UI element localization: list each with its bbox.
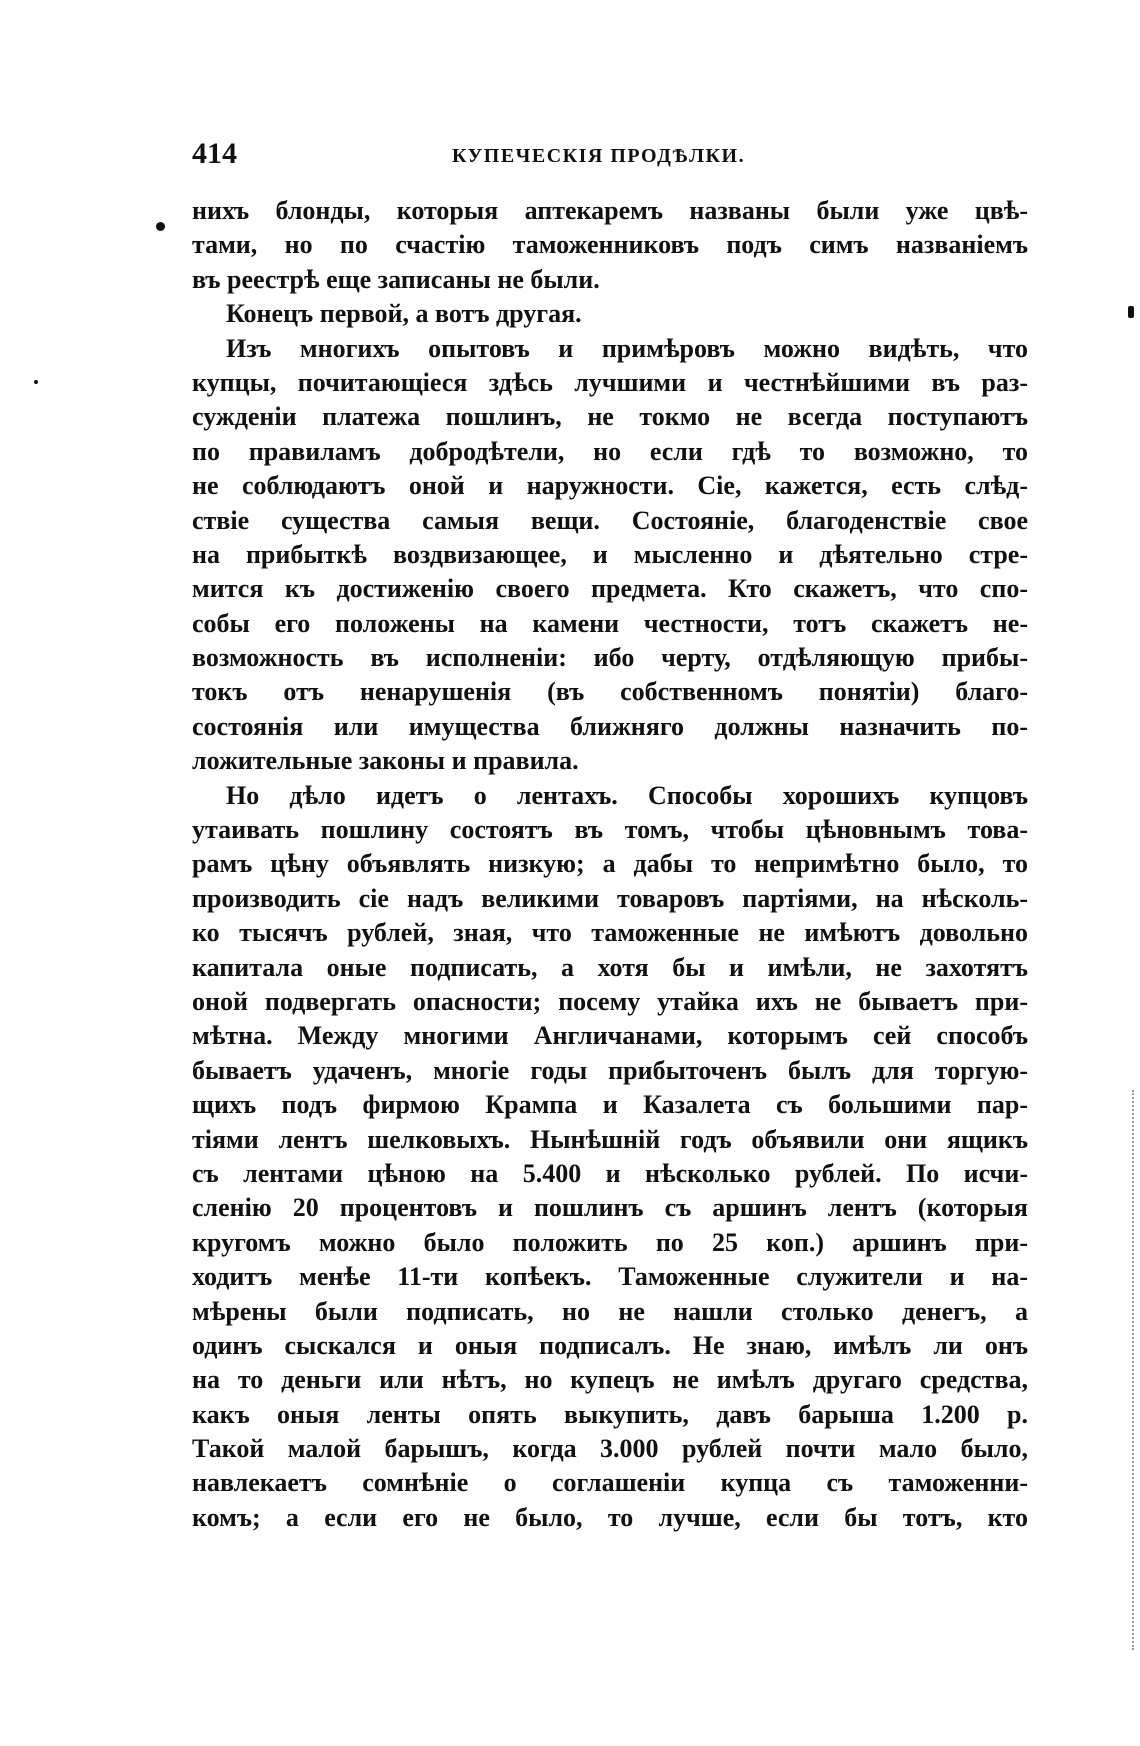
text-line: не соблюдаютъ оной и наружности. Сіе, кажется, есть слѣд- — [192, 471, 1028, 501]
running-title: КУПЕЧЕСКІЯ ПРОДѢЛКИ. — [452, 145, 746, 167]
text-line: Такой малой барышъ, когда 3.000 рублей почти мало было, — [192, 1434, 1028, 1464]
text-line: щихъ подъ фирмою Крампа и Казалета съ большими пар- — [192, 1090, 1028, 1120]
text-line: ко тысячъ рублей, зная, что таможенные не имѣютъ довольно — [192, 918, 1028, 948]
text-line: сужденіи платежа пошлинъ, не токмо не всегда поступаютъ — [192, 402, 1028, 432]
text-line: въ реестрѣ еще записаны не были. — [192, 264, 600, 294]
ink-dot-mark — [34, 380, 38, 384]
page-header — [192, 136, 962, 176]
text-line: сленію 20 процентовъ и пошлинъ съ аршинъ лентъ (которыя — [192, 1193, 1028, 1223]
text-line: Изъ многихъ опытовъ и примѣровъ можно видѣть, что — [226, 333, 1028, 363]
text-line: какъ оныя ленты опять выкупить, давъ барыша 1.200 р. — [192, 1399, 1028, 1429]
text-line: кругомъ можно было положить по 25 коп.) аршинъ при- — [192, 1227, 1028, 1257]
text-line: тіями лентъ шелковыхъ. Нынѣшній годъ объявили они ящикъ — [192, 1124, 1028, 1154]
text-line: навлекаетъ сомнѣніе о соглашеніи купца съ таможенни- — [192, 1468, 1028, 1498]
text-line: токъ отъ ненарушенія (въ собственномъ понятіи) благо- — [192, 677, 1028, 707]
page-edge-artifact — [1132, 1090, 1137, 1650]
text-line: по правиламъ добродѣтели, но если гдѣ то возможно, то — [192, 436, 1028, 466]
ink-dot-mark — [1128, 306, 1134, 318]
text-line: ложительные законы и правила. — [192, 746, 579, 776]
text-line: Но дѣло идетъ о лентахъ. Способы хорошихъ купцовъ — [226, 780, 1028, 810]
text-line: мѣрены были подписать, но не нашли столько денегъ, а — [192, 1296, 1028, 1326]
text-line: нихъ блонды, которыя аптекаремъ названы были уже цвѣ- — [192, 196, 1028, 225]
text-line: на то деньги или нѣтъ, но купецъ не имѣлъ другаго средства, — [192, 1365, 1028, 1395]
text-line: Конецъ первой, а вотъ другая. — [226, 299, 582, 329]
text-line: бываетъ удаченъ, многіе годы прибыточенъ былъ для торгую- — [192, 1055, 1028, 1085]
text-line: капитала оные подписать, а хотя бы и имѣли, не захотятъ — [192, 952, 1028, 982]
text-line: рамъ цѣну объявлять низкую; а дабы то непримѣтно было, то — [192, 849, 1028, 879]
text-line: на прибыткѣ воздвизающее, и мысленно и дѣятельно стре- — [192, 539, 1028, 569]
text-line: мѣтна. Между многими Англичанами, которымъ сей способъ — [192, 1021, 1028, 1051]
page-number: 414 — [192, 137, 237, 170]
text-line: одинъ сыскался и оныя подписалъ. Не знаю, имѣлъ ли онъ — [192, 1330, 1028, 1360]
text-line: утаивать пошлину состоятъ въ томъ, чтобы цѣновнымъ това- — [192, 815, 1028, 845]
text-line: ствіе существа самыя вещи. Состояніе, благоденствіе свое — [192, 505, 1028, 535]
text-line: состоянія или имущества ближняго должны назначить по- — [192, 711, 1028, 741]
body-text — [192, 194, 1028, 1535]
text-line: купцы, почитающіеся здѣсь лучшими и честнѣйшими въ раз- — [192, 367, 1028, 397]
text-line: собы его положены на камени честности, тотъ скажетъ не- — [192, 608, 1028, 638]
text-line: комъ; а если его не было, то лучше, если бы тотъ, кто — [192, 1502, 1028, 1532]
text-line: тами, но по счастію таможенниковъ подъ симъ названіемъ — [192, 230, 1028, 260]
text-line: ходитъ менѣе 11-ти копѣекъ. Таможенные служители и на- — [192, 1262, 1028, 1292]
text-line: оной подвергать опасности; посему утайка ихъ не бываетъ при- — [192, 986, 1028, 1016]
text-line: съ лентами цѣною на 5.400 и нѣсколько рублей. По исчи- — [192, 1158, 1028, 1188]
ink-dot-mark — [156, 222, 165, 231]
text-line: возможность въ исполненіи: ибо черту, отдѣляющую прибы- — [192, 643, 1028, 673]
text-line: мится къ достиженію своего предмета. Кто скажетъ, что спо- — [192, 574, 1028, 604]
text-line: производить сіе надъ великими товаровъ партіями, на нѣсколь- — [192, 883, 1028, 913]
